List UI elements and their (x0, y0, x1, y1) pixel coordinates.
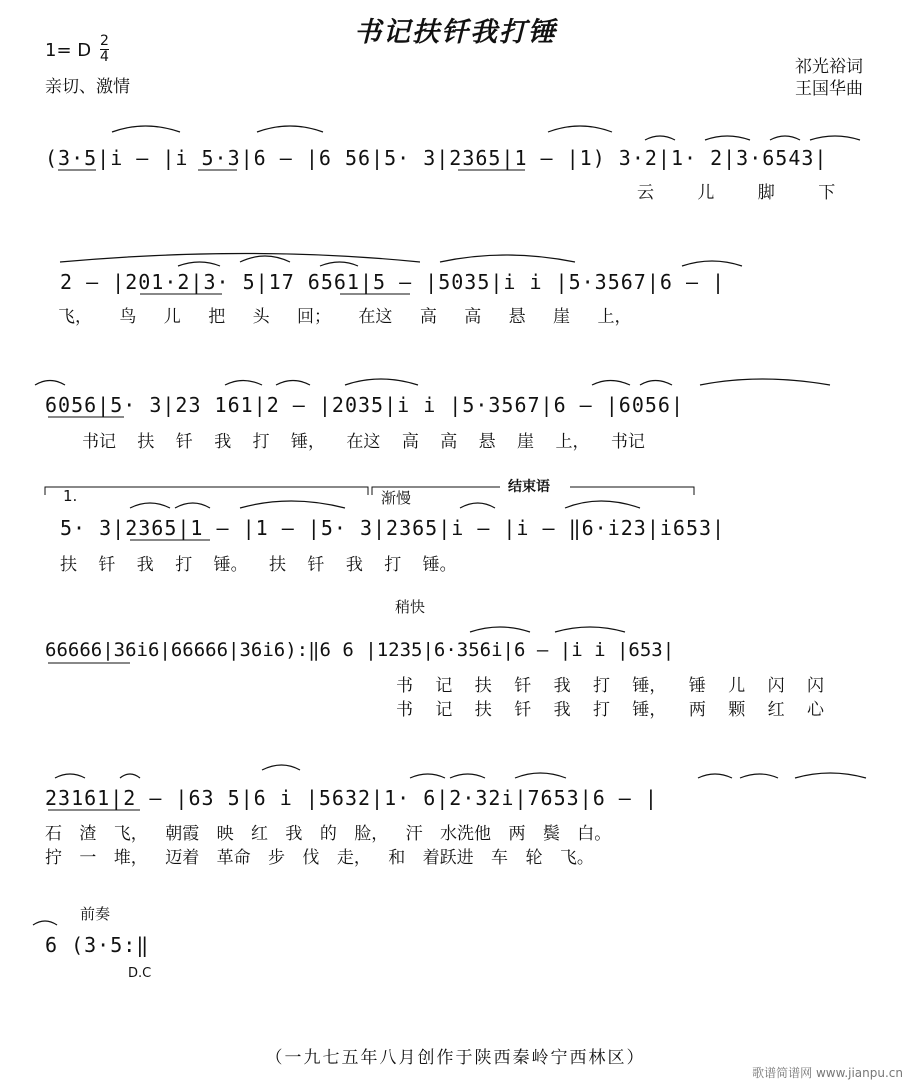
slur (60, 254, 420, 263)
faster-marking: 稍快 (395, 598, 426, 616)
system-2-notes: 2 — |201·2|3· 5|17 6561|5 — |5035|i i |5·3567|6 — | (60, 270, 726, 294)
slur (795, 773, 866, 778)
slur (555, 627, 625, 632)
slur (698, 774, 732, 778)
slur (240, 256, 290, 262)
slur (740, 774, 778, 778)
system-7-notes: 6 (3·5:‖ (45, 933, 150, 957)
slur (257, 126, 323, 132)
mood-marking: 亲切、激情 (45, 77, 130, 97)
slur (345, 379, 418, 385)
volta-1-label: 1. (63, 487, 78, 505)
dc-marking: D.C (128, 966, 152, 981)
system-4-notes: 5· 3|2365|1 — |1 — |5· 3|2365|i — |i — ‖6·i23|i653| (60, 516, 726, 540)
system-6-lyrics-verse-1: 石 渣 飞， 朝霞 映 红 我 的 脸， 汗 水洗他 两 鬓 白。 (45, 824, 612, 844)
footer-note: （一九七五年八月创作于陕西秦岭宁西林区） (265, 1048, 646, 1068)
slur (548, 126, 612, 132)
volta-brackets (45, 487, 694, 495)
ending-marking: 结束语 (508, 479, 550, 495)
slur (55, 774, 85, 778)
system-5-lyrics-verse-2: 书 记 扶 钎 我 打 锤， 两 颗 红 心 (396, 700, 825, 720)
slur (276, 381, 310, 386)
slur (682, 261, 742, 266)
slur (515, 773, 566, 778)
prelude-marking: 前奏 (80, 905, 111, 923)
key-signature: 1= D (45, 40, 92, 61)
slur (175, 503, 210, 508)
slur (450, 774, 485, 778)
song-title: 书记扶钎我打锤 (354, 17, 557, 48)
volta-bracket (45, 487, 368, 495)
system-3-notes: 6056|5· 3|23 161|2 — |2035|i i |5·3567|6 — |6056| (45, 393, 685, 417)
slur (35, 381, 65, 386)
lyricist: 祁光裕词 (795, 57, 863, 77)
composer: 王国华曲 (795, 79, 863, 99)
slur (120, 774, 140, 778)
system-1-notes: (3·5|i — |i 5·3|6 — |6 56|5· 3|2365|1 — |1) 3·2|1· 2|3·6543| (45, 146, 828, 170)
slur (460, 503, 495, 508)
slur (178, 262, 220, 266)
slur (770, 136, 800, 140)
slur (262, 765, 300, 770)
slur (700, 379, 830, 385)
slur (640, 381, 672, 386)
slower-marking: 渐慢 (381, 489, 412, 507)
slur (470, 627, 530, 632)
system-4-lyrics: 扶 钎 我 打 锤。 扶 钎 我 打 锤。 (60, 555, 457, 575)
time-signature: 2 4 (100, 33, 109, 65)
system-1-lyrics: 云 儿 脚 下 (637, 183, 836, 203)
slur (592, 381, 630, 386)
system-5-lyrics-verse-1: 书 记 扶 钎 我 打 锤， 锤 儿 闪 闪 (396, 676, 825, 696)
watermark: 歌谱简谱网 www.jianpu.cn (752, 1066, 903, 1080)
system-2-lyrics: 飞， 鸟 儿 把 头 回； 在这 高 高 悬 崖 上， (58, 307, 632, 327)
slur (565, 501, 640, 508)
system-6-lyrics-verse-2: 拧 一 堆， 迈着 革命 步 伐 走， 和 着跃进 车 轮 飞。 (45, 848, 594, 868)
volta-bracket (570, 487, 694, 495)
slur (320, 262, 358, 266)
slur (705, 136, 750, 140)
slur (240, 501, 345, 508)
slur (130, 503, 170, 508)
system-6-notes: 23161|2 — |63 5|6 i |5632|1· 6|2·32i|7653|6 — | (45, 786, 658, 810)
slur (645, 136, 675, 140)
slur (410, 774, 445, 778)
slur (810, 136, 860, 140)
slur (112, 126, 180, 132)
system-3-lyrics: 书记 扶 钎 我 打 锤， 在这 高 高 悬 崖 上， 书记 (82, 432, 645, 452)
slur (33, 921, 57, 925)
slur (225, 381, 262, 386)
system-5-notes: 66666|36i6|66666|36i6):‖6 6 |1235|6·356i|6 — |i i |653| (45, 639, 675, 661)
slur (440, 255, 575, 262)
